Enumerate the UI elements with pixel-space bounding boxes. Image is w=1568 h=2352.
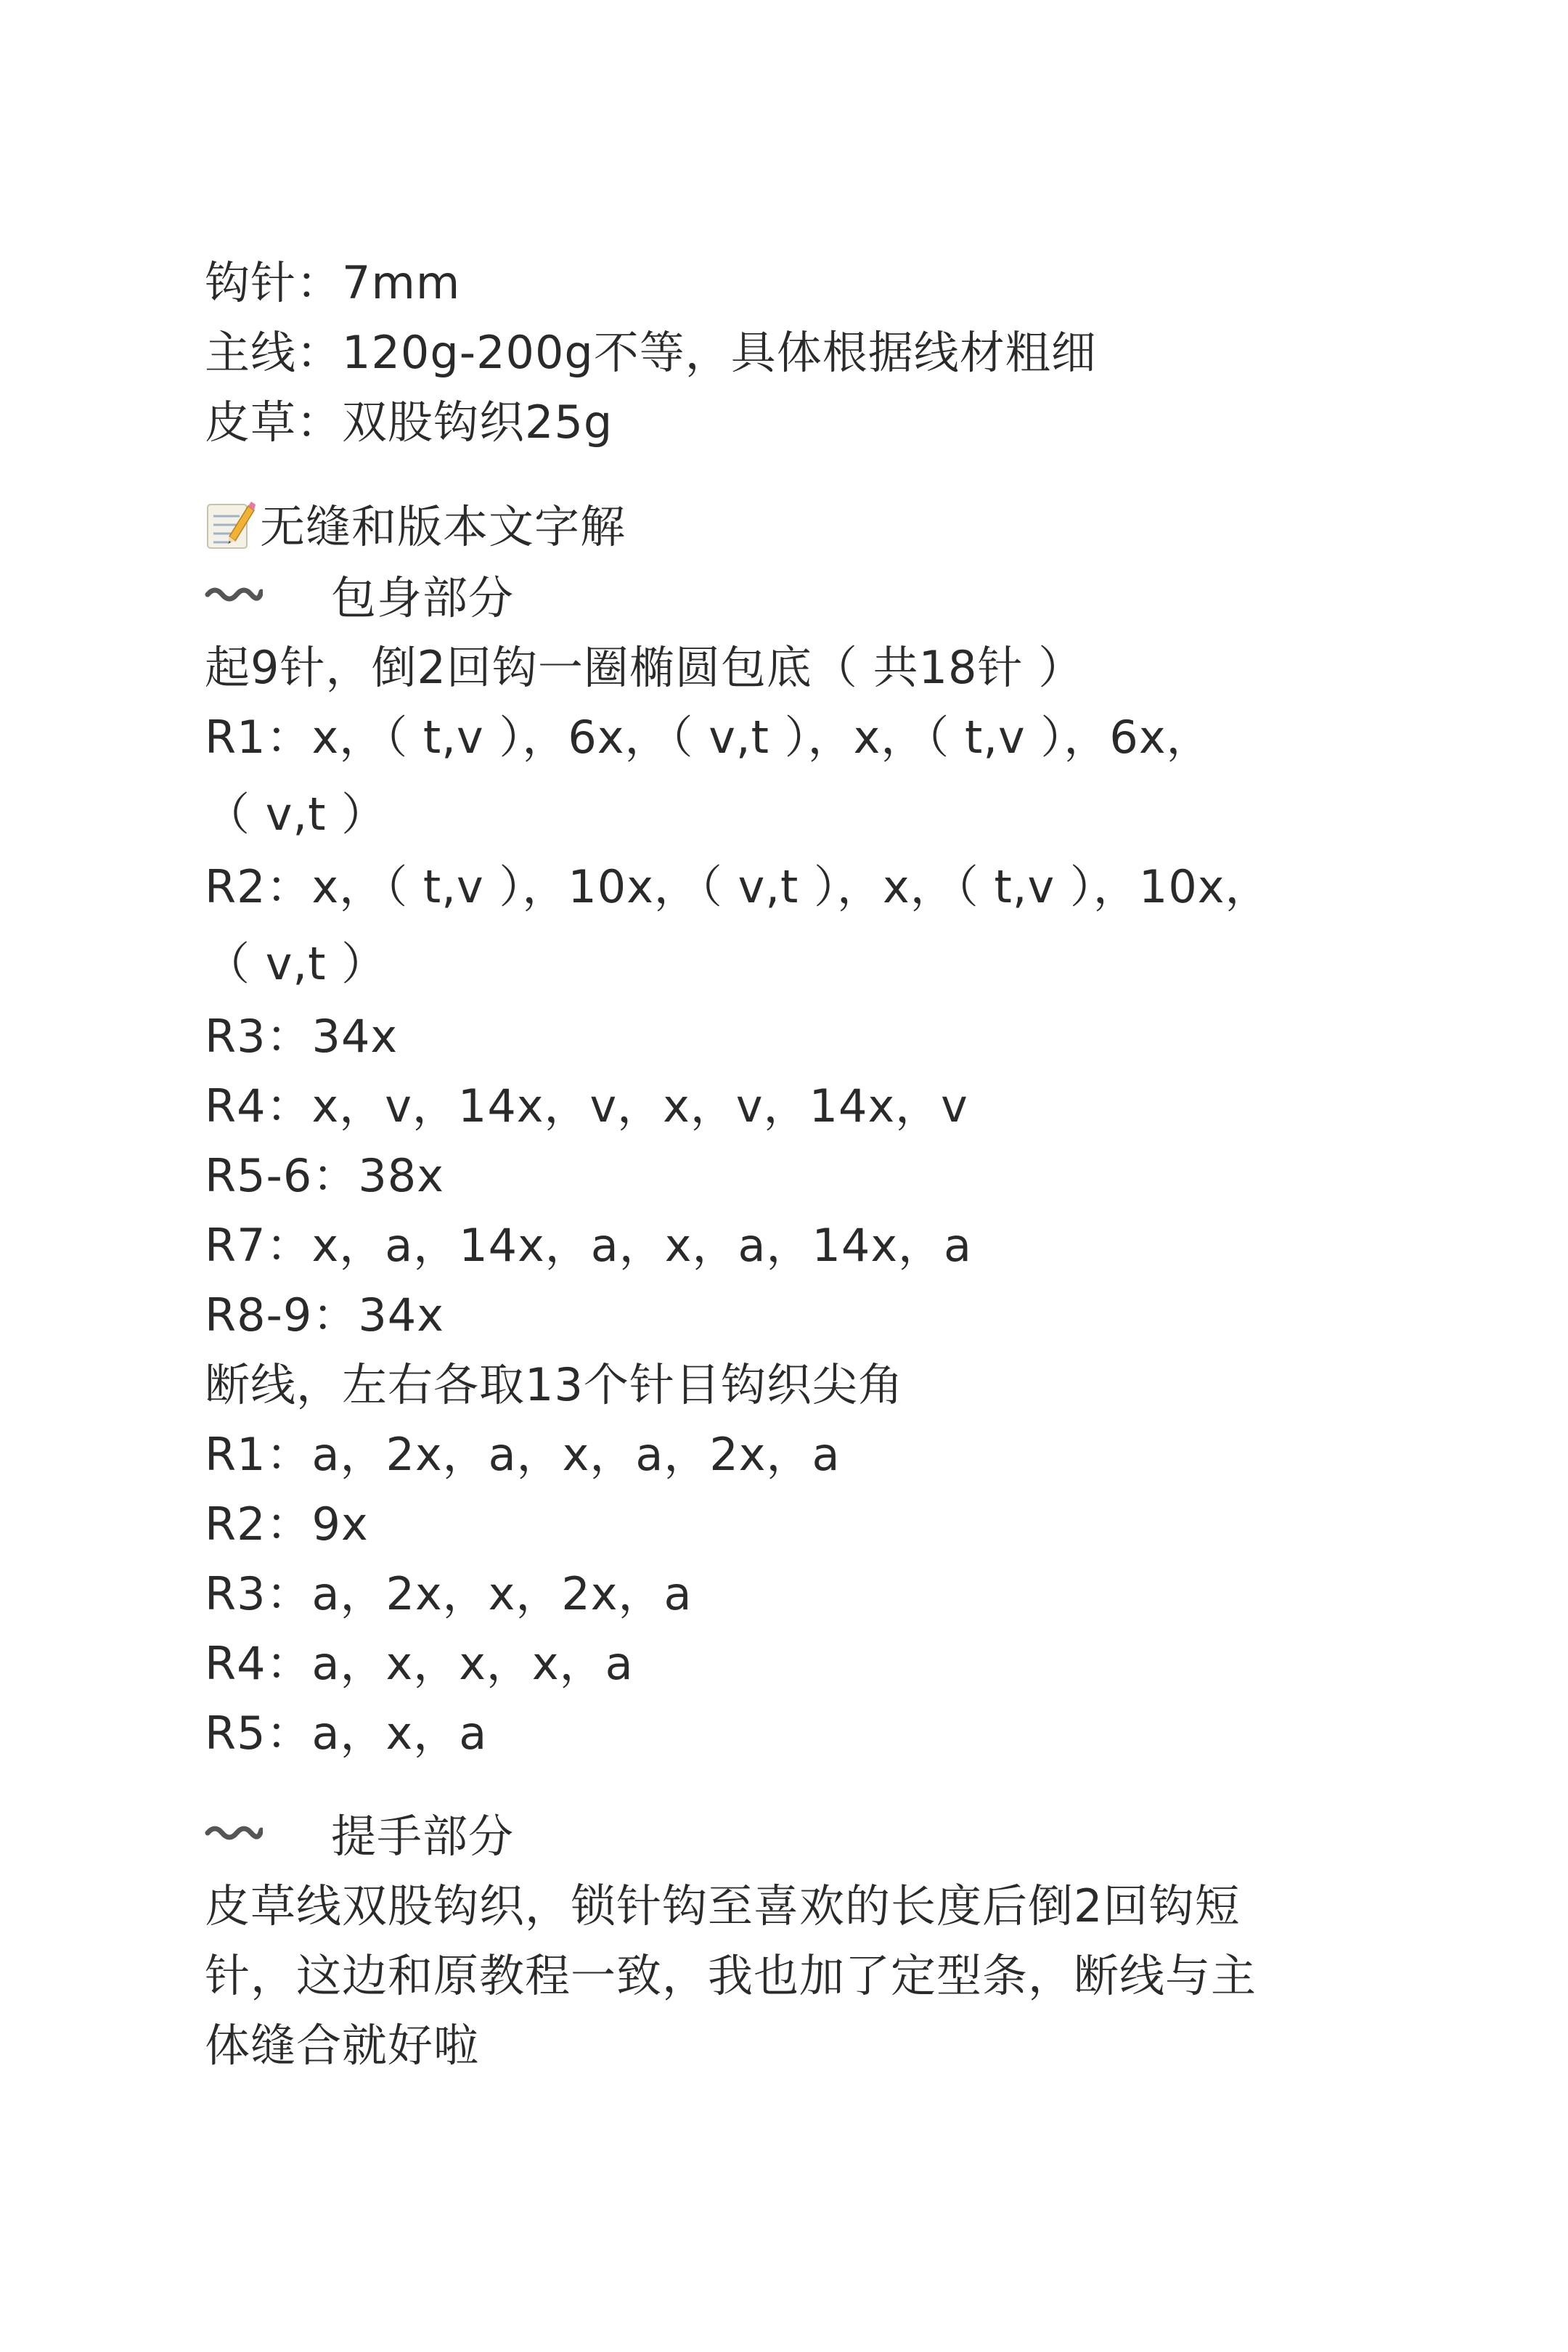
memo-icon [205,500,256,551]
pattern-line: R7：x，a，14x，a，x，a，14x，a [205,1219,973,1272]
wavy-dash-icon [205,581,263,611]
material-main-yarn: 主线：120g-200g不等，具体根据线材粗细 [205,326,1097,379]
material-fur-yarn: 皮草：双股钩织25g [205,396,613,449]
pattern-line: R1：x，（ t,v ），6x，（ v,t ），x，（ t,v ），6x， [205,711,1212,764]
pattern-line: R1：a，2x，a，x，a，2x，a [205,1428,841,1481]
pattern-line: R4：a，x，x，x，a [205,1637,634,1690]
section-heading-handle: 提手部分 [331,1810,515,1863]
pattern-line: R5-6：38x [205,1149,444,1202]
pattern-line: R5：a，x，a [205,1707,488,1760]
pattern-line: R3：a，2x，x，2x，a [205,1567,693,1620]
section-heading-body: 包身部分 [331,571,515,624]
pattern-line: R2：x，（ t,v ），10x，（ v,t ），x，（ t,v ），10x， [205,860,1271,913]
pattern-line: （ v,t ） [205,937,388,990]
pattern-title: 无缝和版本文字解 [260,500,626,553]
pattern-line: 断线，左右各取13个针目钩织尖角 [205,1358,904,1411]
pattern-title-row [205,498,626,556]
pattern-line: 起9针，倒2回钩一圈椭圆包底（ 共18针 ） [205,641,1085,694]
section-heading-row-handle [205,1808,514,1866]
pattern-line: R4：x，v，14x，v，x，v，14x，v [205,1079,968,1132]
pattern-line: R2：9x [205,1498,369,1551]
pattern-line: （ v,t ） [205,788,388,841]
material-hook: 钩针：7mm [205,256,461,309]
handle-line: 体缝合就好啦 [205,2019,480,2072]
handle-line: 针，这边和原教程一致，我也加了定型条，断线与主 [205,1949,1257,2002]
wavy-dash-icon [205,1820,263,1849]
section-heading-row-body [205,569,514,627]
pattern-line: R8-9：34x [205,1289,444,1342]
pattern-line: R3：34x [205,1010,399,1063]
handle-line: 皮草线双股钩织，锁针钩至喜欢的长度后倒2回钩短 [205,1879,1241,1932]
